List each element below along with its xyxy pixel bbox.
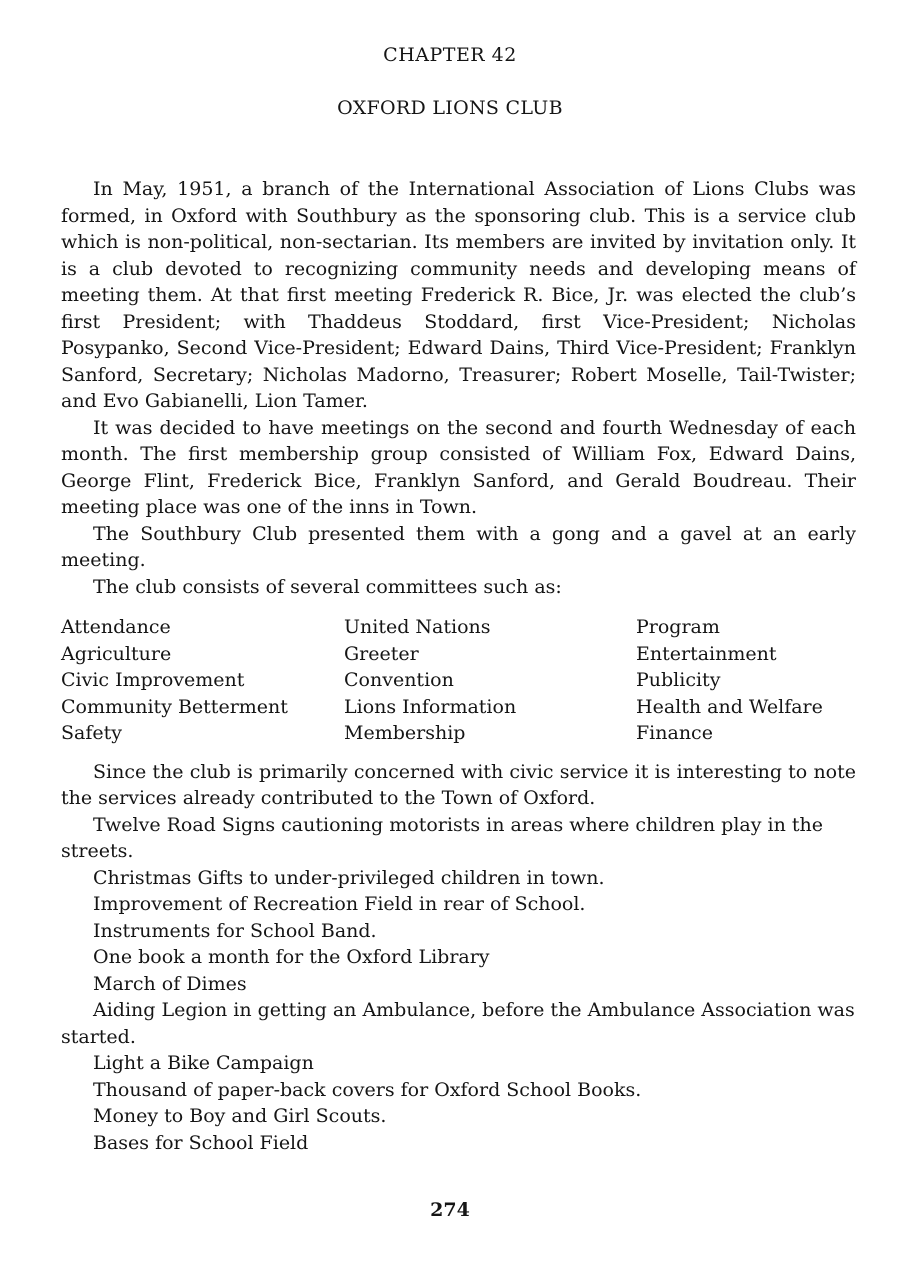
page-title: OXFORD LIONS CLUB <box>337 97 563 119</box>
service-item: Light a Bike Campaign <box>93 1052 314 1074</box>
committee-item: Civic Improvement <box>61 669 245 691</box>
service-item: Thousand of paper-back covers for Oxford School Books. <box>93 1078 642 1101</box>
services-intro: Since the club is primarily concerned with civic service it is interesting to note the services already contributed to the Town of Oxford. <box>61 760 856 809</box>
service-item: Instruments for School Band. <box>93 919 377 942</box>
service-item: Twelve Road Signs cautioning motorists in areas where children play in the streets. <box>61 813 823 862</box>
service-item: Christmas Gifts to under-privileged children in town. <box>93 866 605 889</box>
paragraph: In May, 1951, a branch of the International Association of Lions Clubs was formed, in Oxford with Southbury as the sponsoring club. This is a service club which is non-political, non-sectarian. Its members are invited by invitation only. It is a club devoted to recognizing community needs and developing means of meeting them. At that first meeting Frederick R. Bice, Jr. was elected the club’s first President; with Thaddeus Stoddard, first Vice-President; Nicholas Posypanko, Second Vice-President; Edward Dains, Third Vice-President; Franklyn Sanford, Secretary; Nicholas Madorno, Treasurer; Robert Moselle, Tail-Twister; and Evo Gabianelli, Lion Tamer. <box>61 178 856 412</box>
services-list <box>61 812 856 1157</box>
committee-item: Community Betterment <box>61 695 288 718</box>
committee-column-1 <box>61 614 344 747</box>
service-item: Improvement of Recreation Field in rear of School. <box>93 893 586 915</box>
paragraph: The club consists of several committees such as: <box>93 575 562 598</box>
paragraph: It was decided to have meetings on the second and fourth Wednesday of each month. The first membership group consisted of William Fox, Edward Dains, George Flint, Frederick Bice, Franklyn Sanford, and Gerald Boudreau. Their meeting place was one of the inns in Town. <box>61 416 856 518</box>
committee-item: Greeter <box>344 642 419 665</box>
committee-item: Safety <box>61 722 122 744</box>
committee-item: Publicity <box>636 669 721 691</box>
committee-column-2 <box>344 614 636 747</box>
committee-item: Lions Information <box>344 695 517 718</box>
paragraph: The Southbury Club presented them with a gong and a gavel at an early meeting. <box>61 522 856 571</box>
committee-item: Agriculture <box>61 642 172 665</box>
committee-item: Attendance <box>61 616 171 638</box>
committee-list <box>61 614 856 747</box>
committee-item: Entertainment <box>636 642 777 665</box>
committee-item: Program <box>636 616 720 638</box>
service-item: Money to Boy and Girl Scouts. <box>93 1105 387 1127</box>
committee-item: Health and Welfare <box>636 695 823 718</box>
service-item: Aiding Legion in getting an Ambulance, before the Ambulance Association was started. <box>61 999 855 1048</box>
page-number: 274 <box>430 1199 470 1221</box>
committee-item: Finance <box>636 722 713 744</box>
body-text <box>61 176 856 1156</box>
committee-item: Convention <box>344 669 454 691</box>
service-item: Bases for School Field <box>93 1131 309 1154</box>
service-item: March of Dimes <box>93 972 247 995</box>
committee-column-3 <box>636 614 856 747</box>
service-item: One book a month for the Oxford Library <box>93 946 490 968</box>
committee-item: Membership <box>344 722 466 744</box>
chapter-heading: CHAPTER 42 <box>383 44 517 66</box>
committee-item: United Nations <box>344 616 491 638</box>
